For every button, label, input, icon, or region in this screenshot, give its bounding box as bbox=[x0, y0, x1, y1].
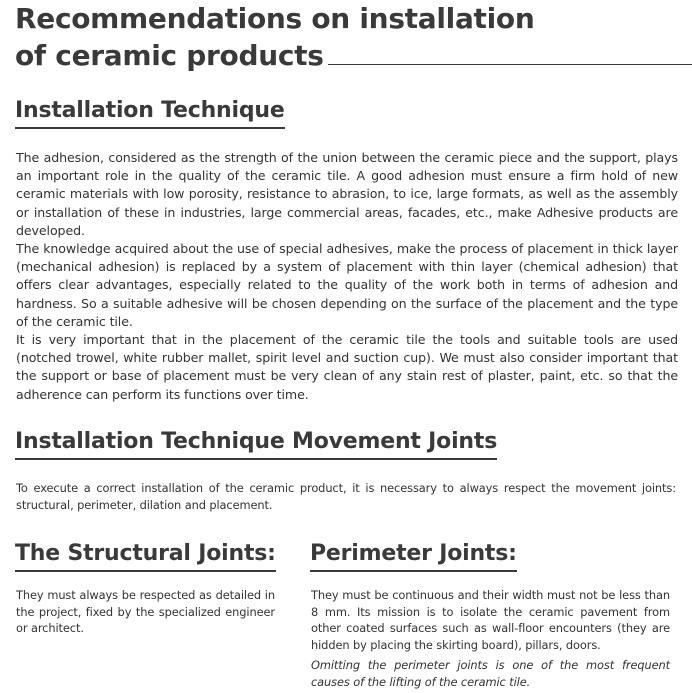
page-title-line-2: of ceramic products bbox=[15, 39, 324, 72]
perimeter-joints-paragraph: They must be continuous and their width must not be less than 8 mm. Its mission is to isolate the ceramic pavement from other coated surfaces such as wall-floor encounters (they are hidden by placing the skirting board), pillars, doors. bbox=[311, 588, 670, 652]
perimeter-joints-body bbox=[311, 587, 670, 691]
installation-paragraph-3: It is very important that in the placement of the ceramic tile the tools and suitable tools are used (notched trowel, white rubber mallet, spirit level and suction cup). We must also consider important that the support or base of placement must be very clean of any stain rest of plaster, paint, etc. so that the adherence can perform its functions over time. bbox=[16, 332, 678, 402]
structural-joints-paragraph: They must always be respected as detailed in the project, fixed by the specialized engineer or architect. bbox=[16, 588, 275, 636]
perimeter-joints-note: Omitting the perimeter joints is one of the most frequent causes of the lifting of the ceramic tile. bbox=[311, 658, 670, 689]
page-title-line-1: Recommendations on installation bbox=[15, 2, 535, 35]
title-rule bbox=[328, 64, 692, 65]
movement-joints-paragraph: To execute a correct installation of the ceramic product, it is necessary to always respect the movement joints: structural, perimeter, dilation and placement. bbox=[16, 481, 676, 512]
structural-joints-body bbox=[16, 587, 275, 637]
perimeter-joints-heading: Perimeter Joints: bbox=[310, 541, 517, 572]
structural-joints-heading: The Structural Joints: bbox=[15, 541, 276, 572]
page-title bbox=[15, 0, 535, 74]
installation-paragraph-2: The knowledge acquired about the use of special adhesives, make the process of placement in thick layer (mechanical adhesion) is replaced by a system of placement with thin layer (chemical adhesion) that offers clear advantages, especially related to the quality of the work both in terms of adhesion and hardness. So a suitable adhesive will be chosen depending on the surface of the placement and the type of the ceramic tile. bbox=[16, 241, 678, 329]
installation-paragraph-1: The adhesion, considered as the strength of the union between the ceramic piece and the support, plays an important role in the quality of the ceramic tile. A good adhesion must ensure a firm hold of new ceramic materials with low porosity, resistance to abrasion, to ice, large formats, as well as the assembly or installation of these in industries, large commercial areas, facades, etc., make Adhesive products are developed. bbox=[16, 150, 678, 238]
movement-joints-heading: Installation Technique Movement Joints bbox=[15, 429, 497, 460]
installation-technique-heading: Installation Technique bbox=[15, 98, 285, 129]
movement-joints-body bbox=[16, 480, 676, 513]
installation-technique-body bbox=[16, 149, 678, 404]
